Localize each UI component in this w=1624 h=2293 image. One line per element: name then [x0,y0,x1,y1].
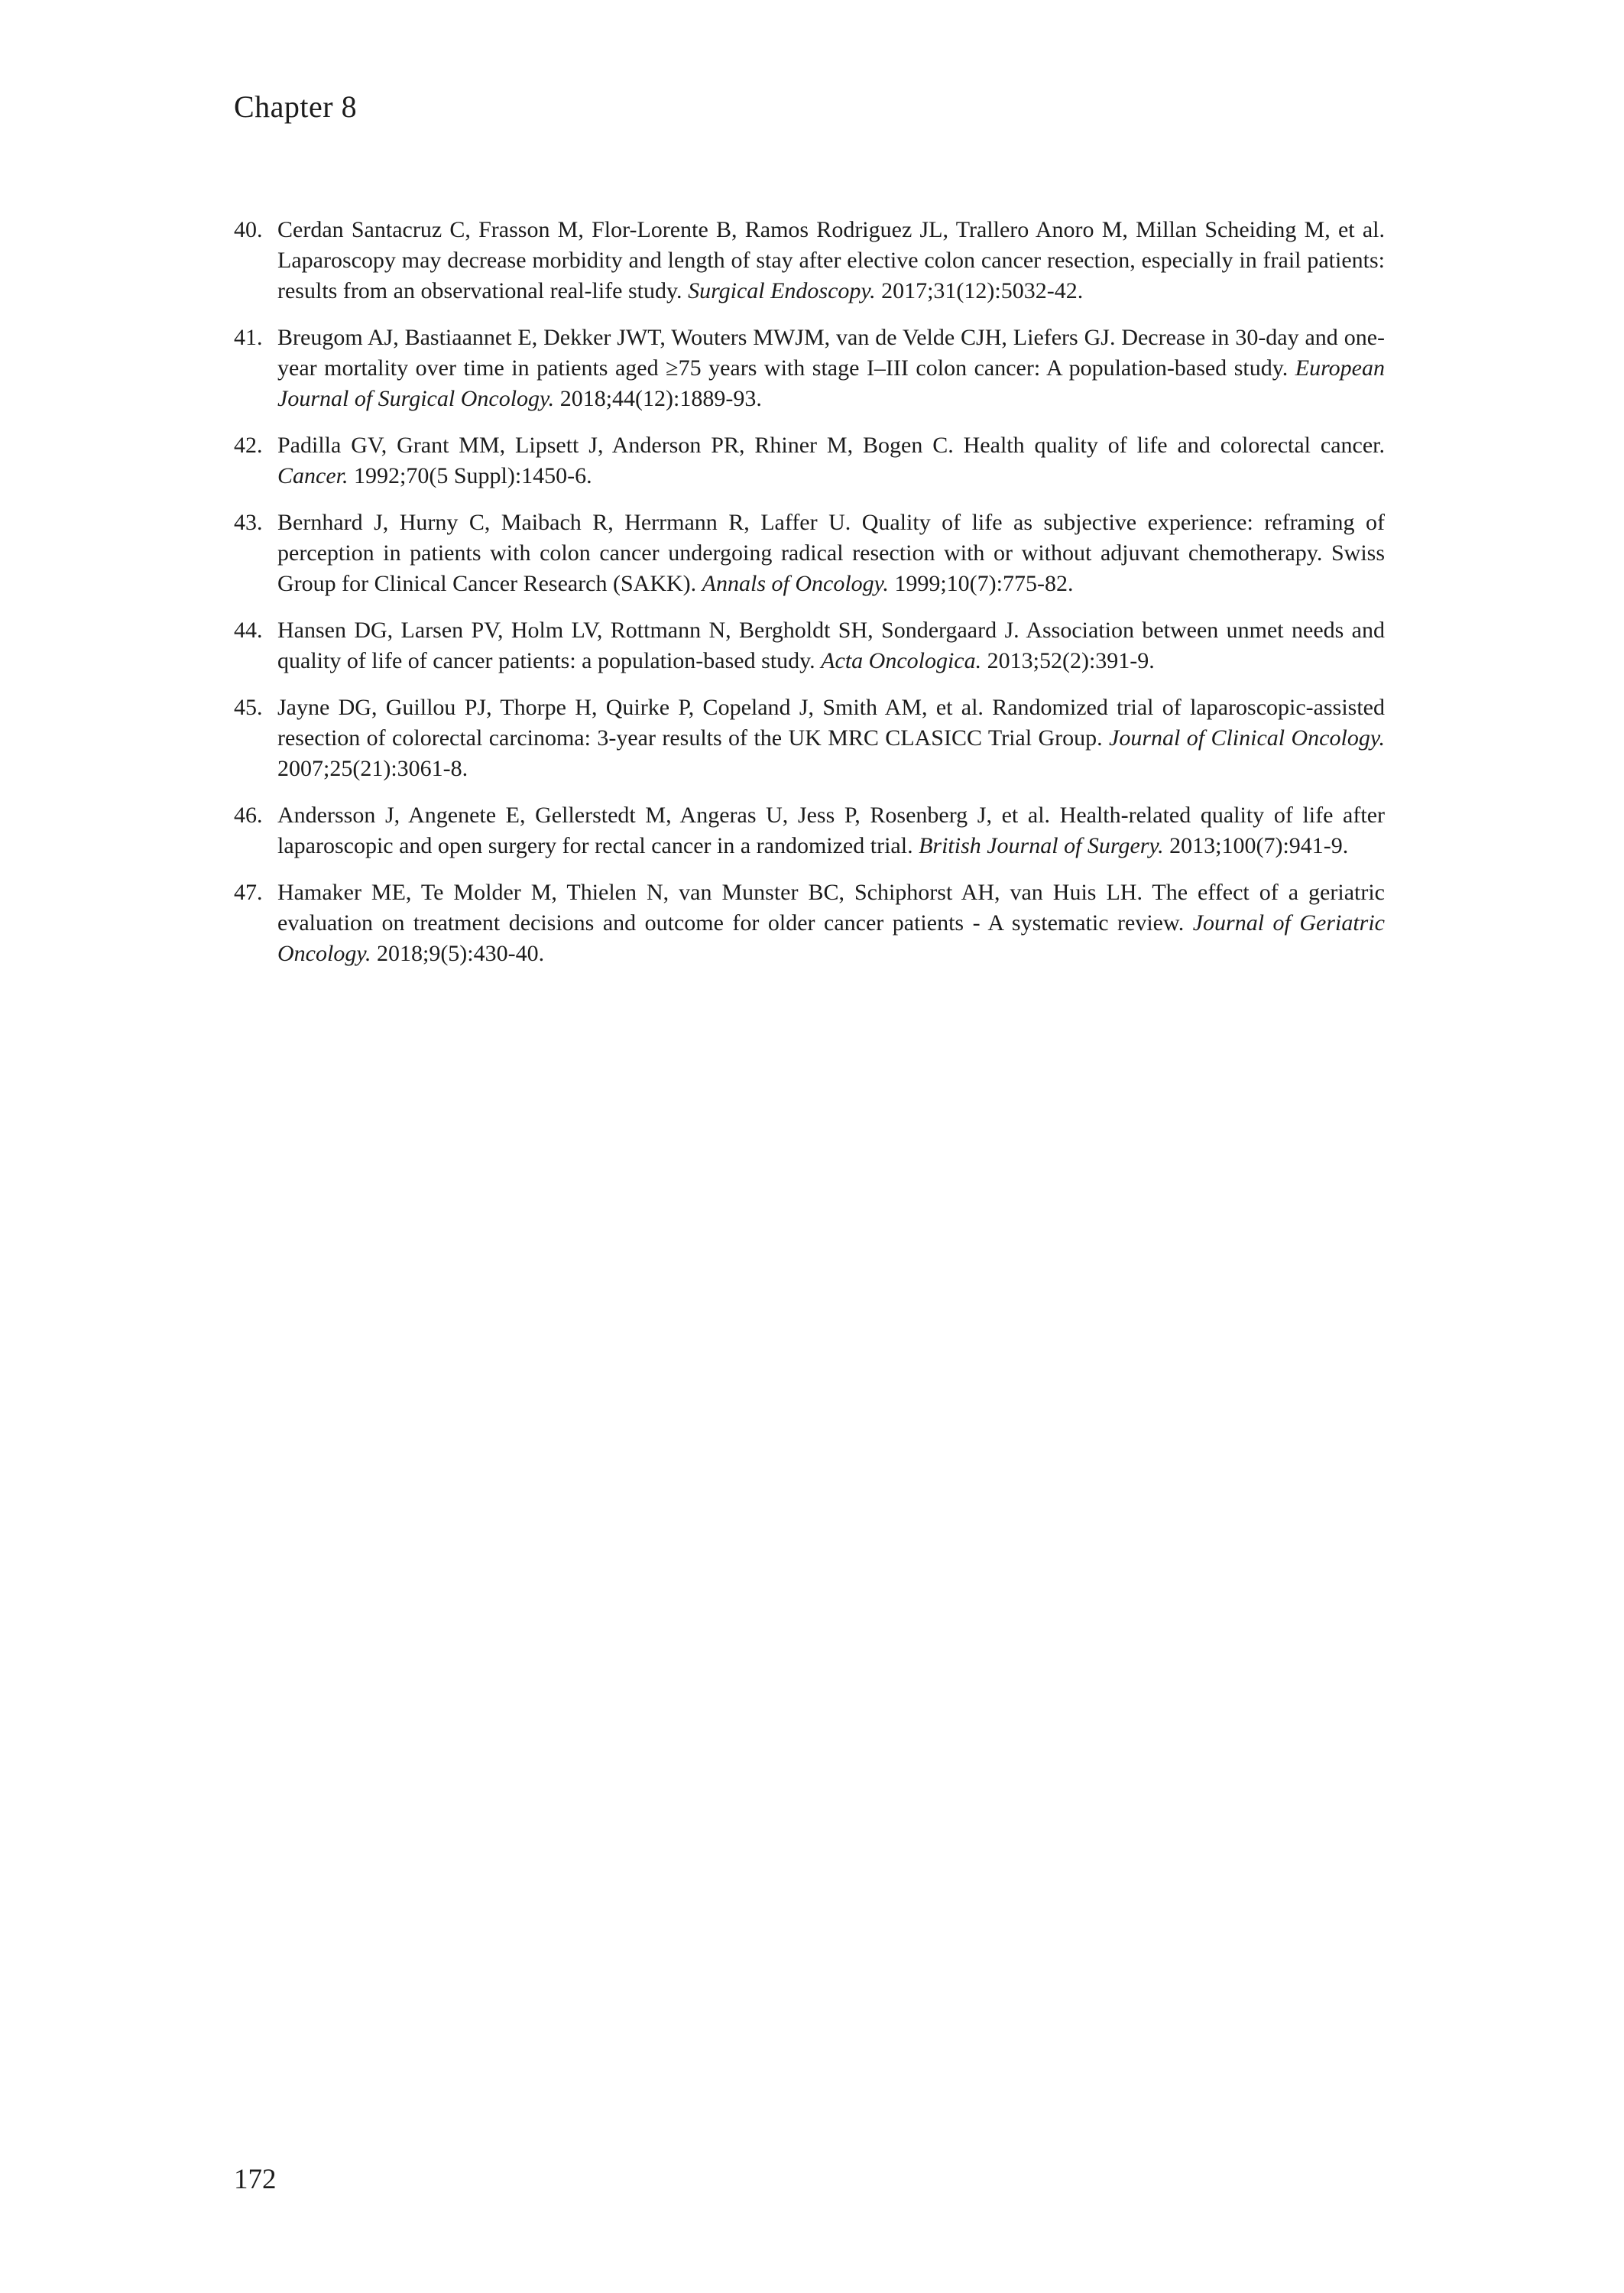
reference-number: 41. [234,325,263,350]
reference-number: 45. [234,695,263,720]
chapter-header: Chapter 8 [234,89,358,124]
reference-authors-title: Breugom AJ, Bastiaannet E, Dekker JWT, Wouters MWJM, van de Velde CJH, Liefers GJ. Decrease in 30-day and one-year mortality over time in patients aged ≥75 years with stage I–III colon cancer: A population-based study. [277,325,1385,381]
reference-citation-details: 2018;44(12):1889-93. [554,386,762,411]
reference-text [277,323,1385,414]
reference-item [234,800,1385,861]
reference-journal-name: Journal of Clinical Oncology. [1109,725,1385,751]
reference-item [234,430,1385,491]
reference-text [277,430,1385,491]
reference-citation-details: 2007;25(21):3061-8. [277,756,468,781]
reference-journal-name: British Journal of Surgery. [919,833,1164,858]
reference-citation-details: 2017;31(12):5032-42. [875,278,1084,303]
reference-number: 46. [234,803,263,828]
reference-journal-name: Journal of Geriatric Oncology. [277,910,1385,966]
reference-authors-title: Bernhard J, Hurny C, Maibach R, Herrmann R, Laffer U. Quality of life as subjective experience: reframing of perception in patients with colon cancer undergoing radical resection with or without adjuvant chemotherapy. Swiss Group for Clinical Cancer Research (SAKK). [277,510,1385,596]
reference-item [234,508,1385,599]
reference-text [277,800,1385,861]
reference-text [277,877,1385,969]
reference-number: 44. [234,618,263,643]
reference-journal-name: Annals of Oncology. [702,571,889,596]
reference-citation-details: 1992;70(5 Suppl):1450-6. [348,463,592,488]
reference-citation-details: 1999;10(7):775-82. [888,571,1074,596]
reference-authors-title: Andersson J, Angenete E, Gellerstedt M, Angeras U, Jess P, Rosenberg J, et al. Health-related quality of life after laparoscopic and open surgery for rectal cancer in a randomized trial. [277,803,1385,858]
reference-text [277,615,1385,676]
reference-number: 42. [234,433,263,458]
reference-authors-title: Jayne DG, Guillou PJ, Thorpe H, Quirke P, Copeland J, Smith AM, et al. Randomized trial of laparoscopic-assisted resection of colorectal carcinoma: 3-year results of the UK MRC CLASICC Trial Group. [277,695,1385,751]
reference-list [234,215,1385,985]
reference-citation-details: 2013;52(2):391-9. [981,648,1155,673]
reference-citation-details: 2013;100(7):941-9. [1163,833,1349,858]
reference-authors-title: Hamaker ME, Te Molder M, Thielen N, van Munster BC, Schiphorst AH, van Huis LH. The effect of a geriatric evaluation on treatment decisions and outcome for older cancer patients - A systematic review. [277,880,1385,936]
reference-number: 43. [234,510,263,535]
reference-journal-name: Surgical Endoscopy. [688,278,876,303]
reference-authors-title: Cerdan Santacruz C, Frasson M, Flor-Lorente B, Ramos Rodriguez JL, Trallero Anoro M, Millan Scheiding M, et al. Laparoscopy may decrease morbidity and length of stay after elective colon cancer resection, especially in frail patients: results from an observational real-life study. [277,217,1385,303]
page-number: 172 [234,2164,277,2195]
reference-authors-title: Padilla GV, Grant MM, Lipsett J, Anderson PR, Rhiner M, Bogen C. Health quality of life and colorectal cancer. [277,433,1385,458]
reference-text [277,215,1385,306]
reference-item [234,215,1385,306]
reference-journal-name: European Journal of Surgical Oncology. [277,355,1385,411]
reference-authors-title: Hansen DG, Larsen PV, Holm LV, Rottmann N, Bergholdt SH, Sondergaard J. Association between unmet needs and quality of life of cancer patients: a population-based study. [277,618,1385,673]
reference-citation-details: 2018;9(5):430-40. [371,941,545,966]
reference-item [234,323,1385,414]
reference-item [234,877,1385,969]
reference-item [234,615,1385,676]
reference-journal-name: Cancer. [277,463,348,488]
reference-text [277,692,1385,784]
reference-number: 47. [234,880,263,905]
reference-journal-name: Acta Oncologica. [821,648,982,673]
reference-text [277,508,1385,599]
reference-number: 40. [234,217,263,242]
reference-item [234,692,1385,784]
